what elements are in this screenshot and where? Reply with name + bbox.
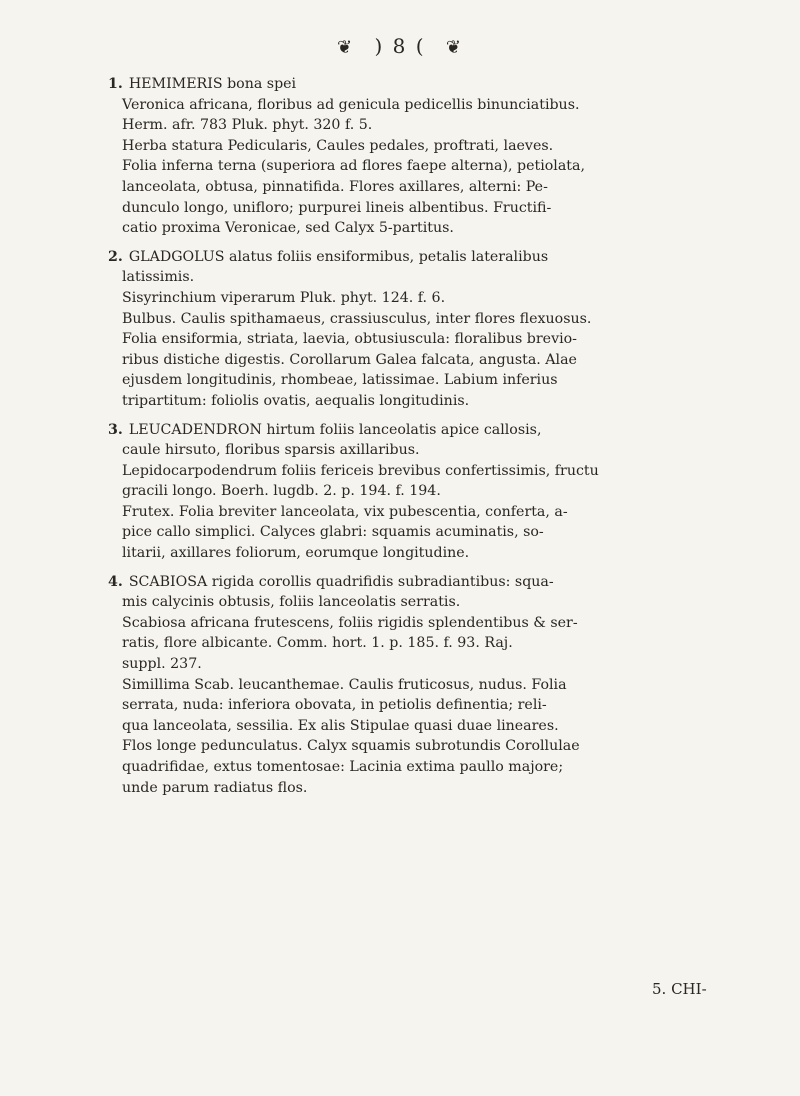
entry-text-line: mis calycinis obtusis, foliis lanceolatis serratis. [122, 594, 461, 611]
entry-text-line: unde parum radiatus flos. [122, 779, 308, 796]
entry-number: 4. [108, 573, 123, 590]
entry-text-line: quadrifidae, extus tomentosae: Lacinia extima paullo majore; [122, 759, 564, 775]
entry-text-line: Folia ensiformia, striata, laevia, obtusiuscula: floralibus brevio- [122, 331, 577, 348]
entry-text-line: lanceolata, obtusa, pinnatifida. Flores axillares, alterni: Pe- [122, 178, 548, 195]
entry-text-line: serrata, nuda: inferiora obovata, in petiolis definentia; reli- [122, 697, 547, 714]
entry-title-text: GLADGOLUS alatus foliis ensiformibus, petalis lateralibus [128, 248, 549, 265]
entry-text-line: tripartitum: foliolis ovatis, aequalis longitudinis. [122, 392, 470, 409]
entry-text-line: Folia inferna terna (superiora ad flores faepe alterna), petiolata, [122, 158, 585, 175]
entry-text-line: Flos longe pedunculatus. Calyx squamis subrotundis Corollulae [122, 738, 580, 755]
entry-text-line: dunculo longo, unifloro; purpurei lineis albentibus. Fructifi- [122, 199, 552, 216]
entry-text-line: latissimis. [122, 269, 195, 286]
entry-text-line: gracili longo. Boerh. lugdb. 2. p. 194. f. 194. [122, 483, 441, 500]
botanical-entry [108, 247, 752, 412]
entry-text-line: Bulbus. Caulis spithamaeus, crassiusculus, inter flores flexuosus. [122, 310, 592, 327]
entry-title-line [108, 74, 752, 95]
entry-text-line: Scabiosa africana frutescens, foliis rigidis splendentibus & ser- [122, 614, 578, 631]
entry-title-text: HEMIMERIS bona spei [128, 76, 297, 92]
entry-text-line: ratis, flore albicante. Comm. hort. 1. p. 185. f. 93. Raj. [122, 635, 513, 652]
entry-text-line: caule hirsuto, floribus sparsis axillaribus. [122, 442, 420, 459]
entry-text-line: Sisyrinchium viperarum Pluk. phyt. 124. f. 6. [122, 289, 446, 306]
botanical-entry [108, 420, 752, 564]
entry-text-line: ejusdem longitudinis, rhombeae, latissimae. Labium inferius [122, 372, 558, 389]
left-ornament-icon: ❦ [337, 37, 355, 58]
entry-text-line: catio proxima Veronicae, sed Calyx 5-partitus. [122, 220, 454, 237]
catchword: 5. CHI- [652, 980, 707, 998]
entry-text-line: Veronica africana, floribus ad genicula pedicellis binunciatibus. [122, 96, 580, 113]
entry-text-line: Herba statura Pedicularis, Caules pedales, proftrati, laeves. [122, 137, 554, 154]
entry-text-line: Frutex. Folia breviter lanceolata, vix pubescentia, conferta, a- [122, 503, 568, 520]
entry-text-line: qua lanceolata, sessilia. Ex alis Stipulae quasi duae lineares. [122, 717, 559, 734]
entry-text-line: litarii, axillares foliorum, eorumque longitudine. [122, 545, 470, 562]
botanical-entry [108, 572, 752, 799]
botanical-entry [108, 74, 752, 239]
entry-text-line: Lepidocarpodendrum foliis fericeis brevibus confertissimis, fructu [122, 462, 599, 479]
entry-text-line: ribus distiche digestis. Corollarum Galea falcata, angusta. Alae [122, 351, 577, 368]
page-number: ) 8 ( [374, 34, 426, 58]
entries-container [108, 74, 752, 806]
entry-text-line: Herm. afr. 783 Pluk. phyt. 320 f. 5. [122, 117, 373, 134]
entry-title-text: SCABIOSA rigida corollis quadrifidis subradiantibus: squa- [128, 573, 554, 590]
entry-number: 1. [108, 76, 123, 92]
entry-title-text: LEUCADENDRON hirtum foliis lanceolatis apice callosis, [128, 421, 542, 438]
entry-title-line [108, 247, 752, 268]
entry-title-line [108, 572, 752, 593]
entry-title-line [108, 420, 752, 441]
entry-number: 3. [108, 421, 123, 438]
entry-number: 2. [108, 248, 123, 265]
page-header [0, 34, 800, 58]
entry-text-line: pice callo simplici. Calyces glabri: squamis acuminatis, so- [122, 524, 544, 541]
right-ornament-icon: ❦ [445, 37, 463, 58]
entry-text-line: Simillima Scab. leucanthemae. Caulis fruticosus, nudus. Folia [122, 676, 567, 693]
entry-text-line: suppl. 237. [122, 656, 202, 673]
